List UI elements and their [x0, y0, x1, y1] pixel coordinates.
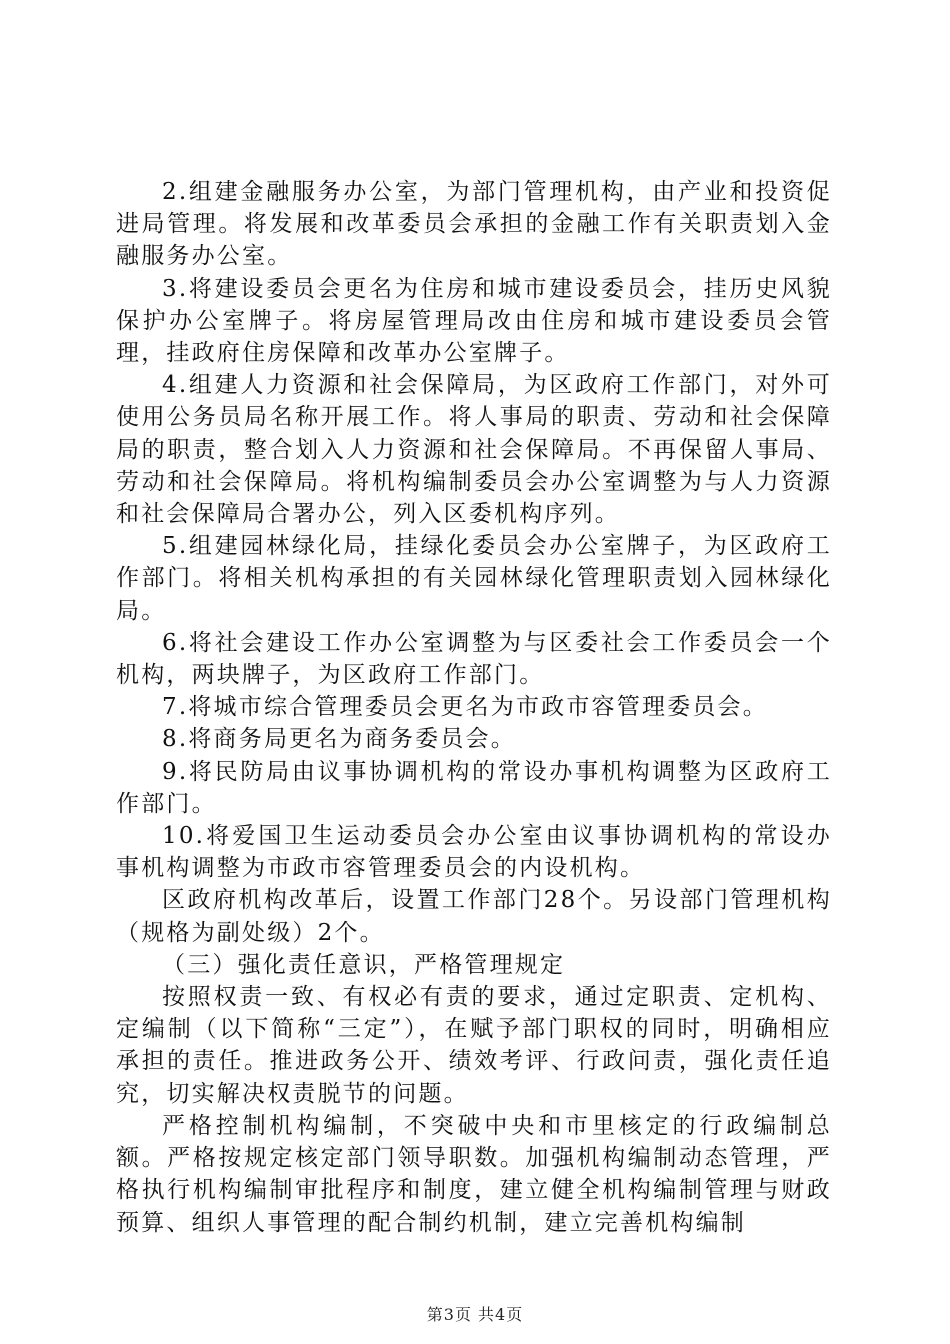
paragraph-item-8: 8.将商务局更名为商务委员会。: [162, 726, 516, 753]
paragraph-responsibility: 按照权责一致、有权必有责的要求，通过定职责、定机构、定编制（以下简称“三定”），在赋予部门职权的同时，明确相应承担的责任。推进政务公开、绩效考评、行政问责，强化责任追究，切实解决权责脱节的问题。: [116, 984, 832, 1107]
paragraph-item-6: 6.将社会建设工作办公室调整为与区委社会工作委员会一个机构，两块牌子，为区政府工作部门。: [116, 629, 832, 689]
paragraph-item-2: 2.组建金融服务办公室，为部门管理机构，由产业和投资促进局管理。将发展和改革委员会承担的金融工作有关职责划入金融服务办公室。: [116, 179, 832, 270]
paragraph-summary: 区政府机构改革后，设置工作部门28个。另设部门管理机构（规格为副处级）2个。: [116, 887, 832, 946]
document-body: [116, 176, 832, 1239]
paragraph-item-4: 4.组建人力资源和社会保障局，为区政府工作部门，对外可使用公务员局名称开展工作。将人事局的职责、劳动和社会保障局的职责，整合划入人力资源和社会保障局。不再保留人事局、劳动和社会保障局。将机构编制委员会办公室调整为与人力资源和社会保障局合署办公，列入区委机构序列。: [116, 372, 832, 528]
paragraph-item-7: 7.将城市综合管理委员会更名为市政市容管理委员会。: [162, 694, 768, 721]
page-footer: 第3页 共4页: [426, 1305, 524, 1324]
paragraph-item-10: 10.将爱国卫生运动委员会办公室由议事协调机构的常设办事机构调整为市政市容管理委员会的内设机构。: [116, 823, 832, 882]
paragraph-item-3: 3.将建设委员会更名为住房和城市建设委员会，挂历史风貌保护办公室牌子。将房屋管理局改由住房和城市建设委员会管理，挂政府住房保障和改革办公室牌子。: [116, 275, 832, 367]
paragraph-item-5: 5.组建园林绿化局，挂绿化委员会办公室牌子，为区政府工作部门。将相关机构承担的有关园林绿化管理职责划入园林绿化局。: [116, 533, 832, 624]
section-heading: （三）强化责任意识，严格管理规定: [162, 951, 566, 978]
paragraph-staffing-control: 严格控制机构编制，不突破中央和市里核定的行政编制总额。严格按规定核定部门领导职数。加强机构编制动态管理，严格执行机构编制审批程序和制度，建立健全机构编制管理与财政预算、组织人事管理的配合制约机制，建立完善机构编制: [116, 1112, 832, 1236]
paragraph-item-9: 9.将民防局由议事协调机构的常设办事机构调整为区政府工作部门。: [116, 758, 832, 817]
